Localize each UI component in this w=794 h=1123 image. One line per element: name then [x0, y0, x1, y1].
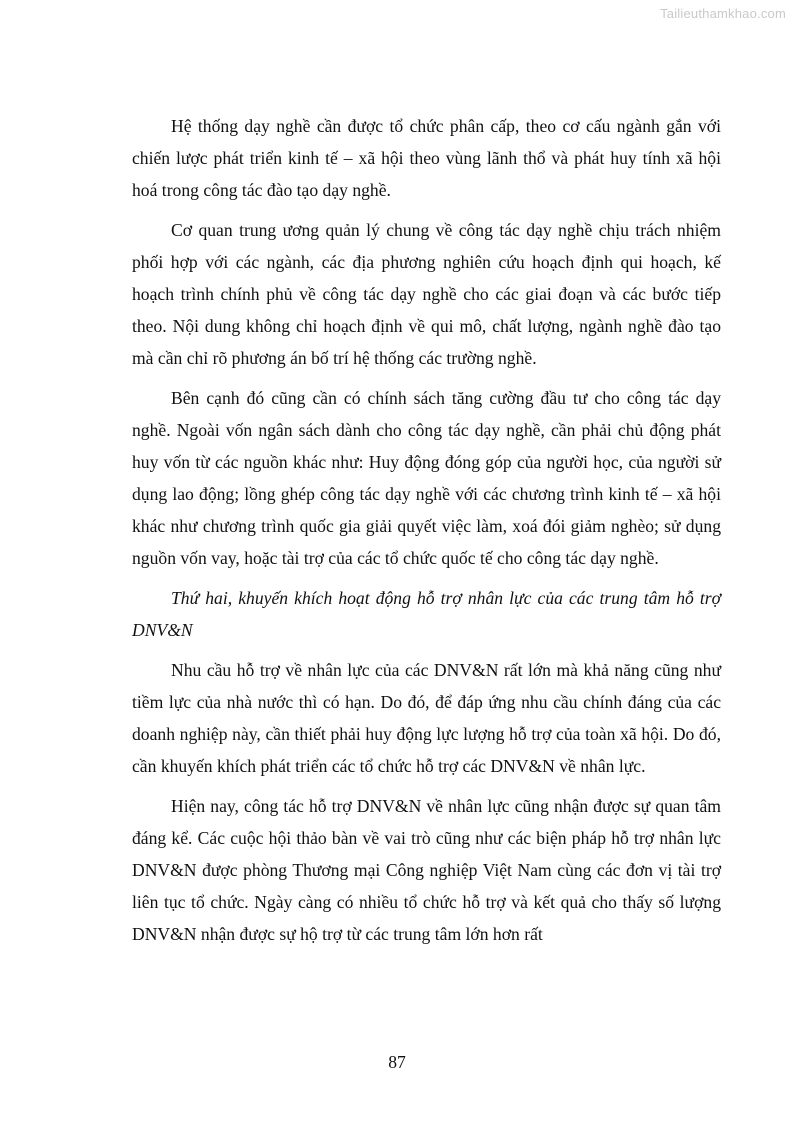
watermark-text: Tailieuthamkhao.com [660, 6, 786, 21]
paragraph-central-agency: Cơ quan trung ương quản lý chung về công tác dạy nghề chịu trách nhiệm phối hợp với các ngành, các địa phương nghiên cứu hoạch định qui hoạch, kế hoạch trình chính phủ về công tác dạy nghề cho các giai đoạn và các bước tiếp theo. Nội dung không chỉ hoạch định về qui mô, chất lượng, ngành nghề đào tạo mà cần chỉ rõ phương án bố trí hệ thống các trường nghề. [132, 220, 721, 368]
paragraph-hr-support-demand: Nhu cầu hỗ trợ về nhân lực của các DNV&N rất lớn mà khả năng cũng như tiềm lực của nhà nước thì có hạn. Do đó, để đáp ứng nhu cầu chính đáng của các doanh nghiệp này, cần thiết phải huy động lực lượng hỗ trợ của toàn xã hội. Do đó, cần khuyến khích phát triển các tổ chức hỗ trợ các DNV&N về nhân lực. [132, 660, 721, 776]
paragraph-vocational-system: Hệ thống dạy nghề cần được tổ chức phân cấp, theo cơ cấu ngành gắn với chiến lược phát triển kinh tế – xã hội theo vùng lãnh thổ và phát huy tính xã hội hoá trong công tác đào tạo dạy nghề. [132, 116, 721, 200]
paragraph-investment-policy: Bên cạnh đó cũng cần có chính sách tăng cường đầu tư cho công tác dạy nghề. Ngoài vốn ngân sách dành cho công tác dạy nghề, cần phải chủ động phát huy vốn từ các nguồn khác như: Huy động đóng góp của người học, của người sử dụng lao động; lồng ghép công tác dạy nghề với các chương trình kinh tế – xã hội khác như chương trình quốc gia giải quyết việc làm, xoá đói giảm nghèo; sử dụng nguồn vốn vay, hoặc tài trợ của các tổ chức quốc tế cho công tác dạy nghề. [132, 388, 721, 568]
section-heading-second-measure: Thứ hai, khuyến khích hoạt động hỗ trợ nhân lực của các trung tâm hỗ trợ DNV&N [132, 588, 721, 640]
page-number: 87 [388, 1052, 406, 1072]
document-body [132, 110, 721, 958]
paragraph-current-situation: Hiện nay, công tác hỗ trợ DNV&N về nhân lực cũng nhận được sự quan tâm đáng kể. Các cuộc hội thảo bàn về vai trò cũng như các biện pháp hỗ trợ nhân lực DNV&N được phòng Thương mại Công nghiệp Việt Nam cùng các đơn vị tài trợ liên tục tổ chức. Ngày càng có nhiều tổ chức hỗ trợ và kết quả cho thấy số lượng DNV&N nhận được sự hộ trợ từ các trung tâm lớn hơn rất [132, 796, 721, 944]
